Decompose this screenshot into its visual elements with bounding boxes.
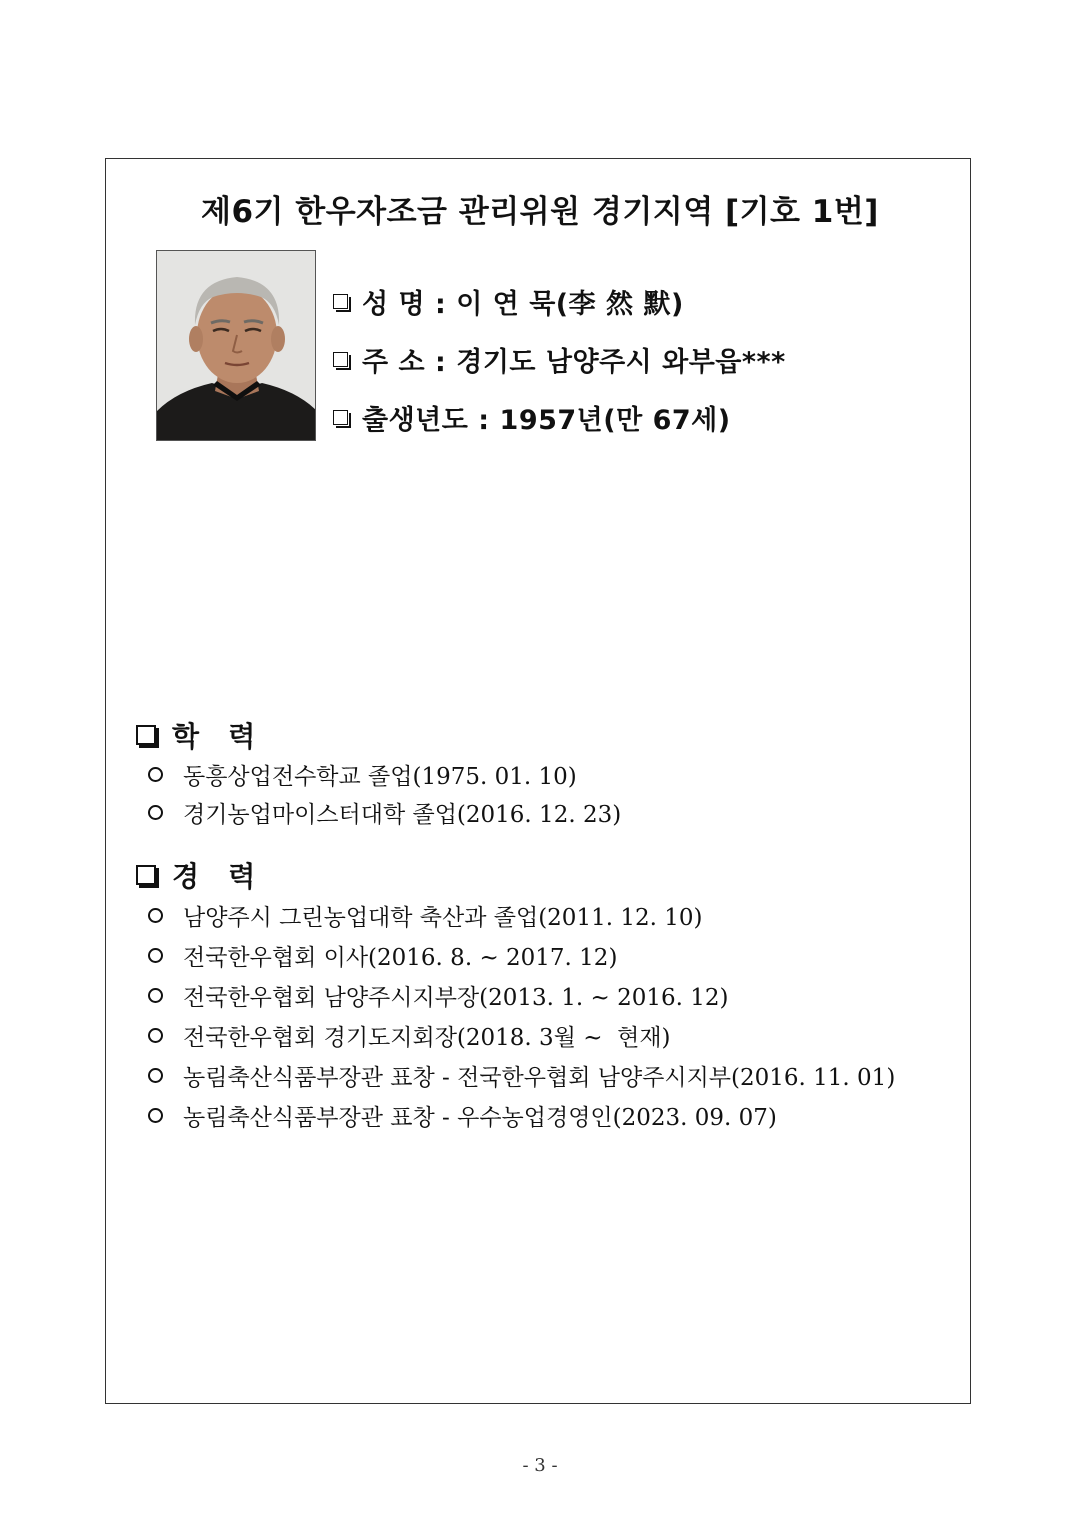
page-number: - 3 - <box>522 1455 558 1476</box>
birth-value: 1957년(만 67세) <box>499 404 731 436</box>
section-square-icon <box>136 865 156 885</box>
name-label: 성 명 : <box>362 288 447 320</box>
list-item: 경기농업마이스터대학 졸업(2016. 12. 23) <box>148 793 621 831</box>
circle-bullet-icon <box>148 908 163 923</box>
circle-bullet-icon <box>148 805 163 820</box>
list-item: 전국한우협회 남양주시지부장(2013. 1. ~ 2016. 12) <box>148 975 895 1015</box>
section-square-icon <box>136 725 156 745</box>
checkbox-square-icon <box>333 352 348 367</box>
education-heading-label: 학 력 <box>172 720 256 753</box>
circle-bullet-icon <box>148 1108 163 1123</box>
circle-bullet-icon <box>148 1028 163 1043</box>
birth-label: 출생년도 : <box>362 404 490 436</box>
career-heading <box>136 855 255 895</box>
candidate-photo <box>156 250 316 441</box>
circle-bullet-icon <box>148 948 163 963</box>
name-value: 이 연 묵(李 然 默) <box>456 288 684 320</box>
address-label: 주 소 : <box>362 346 447 378</box>
education-heading <box>136 715 255 755</box>
circle-bullet-icon <box>148 1068 163 1083</box>
list-item: 농림축산식품부장관 표창 - 전국한우협회 남양주시지부(2016. 11. 01) <box>148 1055 895 1095</box>
name-row <box>333 272 786 330</box>
birth-row <box>333 388 786 446</box>
checkbox-square-icon <box>333 294 348 309</box>
list-item: 전국한우협회 경기도지회장(2018. 3월 ~ 현재) <box>148 1015 895 1055</box>
career-list <box>148 895 895 1135</box>
circle-bullet-icon <box>148 767 163 782</box>
list-item: 전국한우협회 이사(2016. 8. ~ 2017. 12) <box>148 935 895 975</box>
career-heading-label: 경 력 <box>172 860 256 893</box>
education-list <box>148 755 621 831</box>
list-item: 동흥상업전수학교 졸업(1975. 01. 10) <box>148 755 621 793</box>
address-value: 경기도 남양주시 와부읍*** <box>456 346 786 378</box>
document-title: 제6기 한우자조금 관리위원 경기지역 [기호 1번] <box>201 194 879 230</box>
checkbox-square-icon <box>333 410 348 425</box>
list-item: 농림축산식품부장관 표창 - 우수농업경영인(2023. 09. 07) <box>148 1095 895 1135</box>
list-item: 남양주시 그린농업대학 축산과 졸업(2011. 12. 10) <box>148 895 895 935</box>
profile-info <box>333 272 786 446</box>
address-row <box>333 330 786 388</box>
circle-bullet-icon <box>148 988 163 1003</box>
